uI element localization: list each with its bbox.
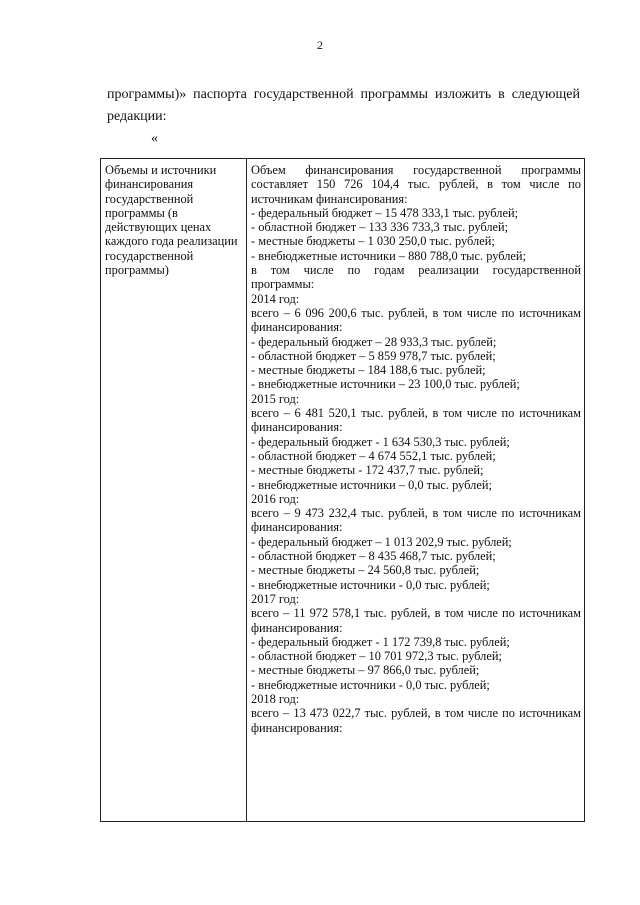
year-item: - областной бюджет – 8 435 468,7 тыс. рублей;: [251, 549, 496, 564]
year-heading: 2014 год:: [251, 291, 300, 306]
intro-line-2: редакции:: [107, 109, 167, 124]
year-item: - областной бюджет – 10 701 972,3 тыс. рублей;: [251, 649, 502, 664]
year-heading: 2017 год:: [251, 591, 300, 606]
year-total: всего – 11 972 578,1 тыс. рублей, в том числе по источникам финансирования:: [251, 606, 581, 635]
passport-table: [100, 158, 585, 822]
year-total: всего – 9 473 232,4 тыс. рублей, в том числе по источникам финансирования:: [251, 506, 581, 535]
by-years-intro: в том числе по годам реализации государственной программы:: [251, 263, 581, 292]
year-item: - федеральный бюджет - 1 172 739,8 тыс. рублей;: [251, 634, 510, 649]
year-heading: 2018 год:: [251, 691, 300, 706]
year-item: - федеральный бюджет – 28 933,3 тыс. рублей;: [251, 334, 497, 349]
year-item: - местные бюджеты – 97 866,0 тыс. рублей;: [251, 663, 480, 678]
page-number: 2: [317, 38, 323, 52]
year-item: - местные бюджеты - 172 437,7 тыс. рублей;: [251, 463, 484, 478]
year-total: всего – 6 096 200,6 тыс. рублей, в том числе по источникам финансирования:: [251, 305, 581, 335]
label-cell: Объемы и источники финансирования государственной программы (в действующих ценах каждого года реализации государственной программы): [101, 159, 247, 822]
year-heading: 2015 год:: [251, 391, 300, 406]
summary-item: - областной бюджет – 133 336 733,3 тыс. рублей;: [251, 220, 509, 235]
intro-line-1: программы)» паспорта государственной программы изложить в следующей: [107, 87, 580, 102]
content-cell: [247, 159, 585, 822]
year-heading: 2016 год:: [251, 491, 300, 506]
year-total: всего – 13 473 022,7 тыс. рублей, в том числе по источникам финансирования:: [251, 706, 581, 735]
table-row: [101, 159, 585, 822]
year-item: - внебюджетные источники – 0,0 тыс. рублей;: [251, 477, 492, 492]
year-item: - внебюджетные источники - 0,0 тыс. рублей;: [251, 577, 490, 592]
summary-item: - внебюджетные источники – 880 788,0 тыс. рублей;: [251, 248, 527, 263]
opening-quote-mark: «: [151, 131, 158, 146]
year-item: - областной бюджет – 5 859 978,7 тыс. рублей;: [251, 348, 496, 363]
year-item: - внебюджетные источники - 0,0 тыс. рублей;: [251, 677, 490, 692]
year-item: - местные бюджеты – 24 560,8 тыс. рублей;: [251, 563, 480, 578]
summary-item: - местные бюджеты – 1 030 250,0 тыс. рублей;: [251, 234, 495, 249]
year-item: - федеральный бюджет - 1 634 530,3 тыс. рублей;: [251, 434, 510, 449]
summary-item: - федеральный бюджет – 15 478 333,1 тыс. рублей;: [251, 205, 519, 220]
year-total: всего – 6 481 520,1 тыс. рублей, в том числе по источникам финансирования:: [251, 406, 581, 435]
year-item: - федеральный бюджет – 1 013 202,9 тыс. рублей;: [251, 534, 512, 549]
summary-text: Объем финансирования государственной программы составляет 150 726 104,4 тыс. рублей, в том числе по источникам финансирования:: [251, 163, 581, 206]
year-item: - местные бюджеты – 184 188,6 тыс. рублей;: [251, 363, 486, 378]
year-item: - внебюджетные источники – 23 100,0 тыс. рублей;: [251, 377, 520, 392]
year-item: - областной бюджет – 4 674 552,1 тыс. рублей;: [251, 448, 496, 463]
